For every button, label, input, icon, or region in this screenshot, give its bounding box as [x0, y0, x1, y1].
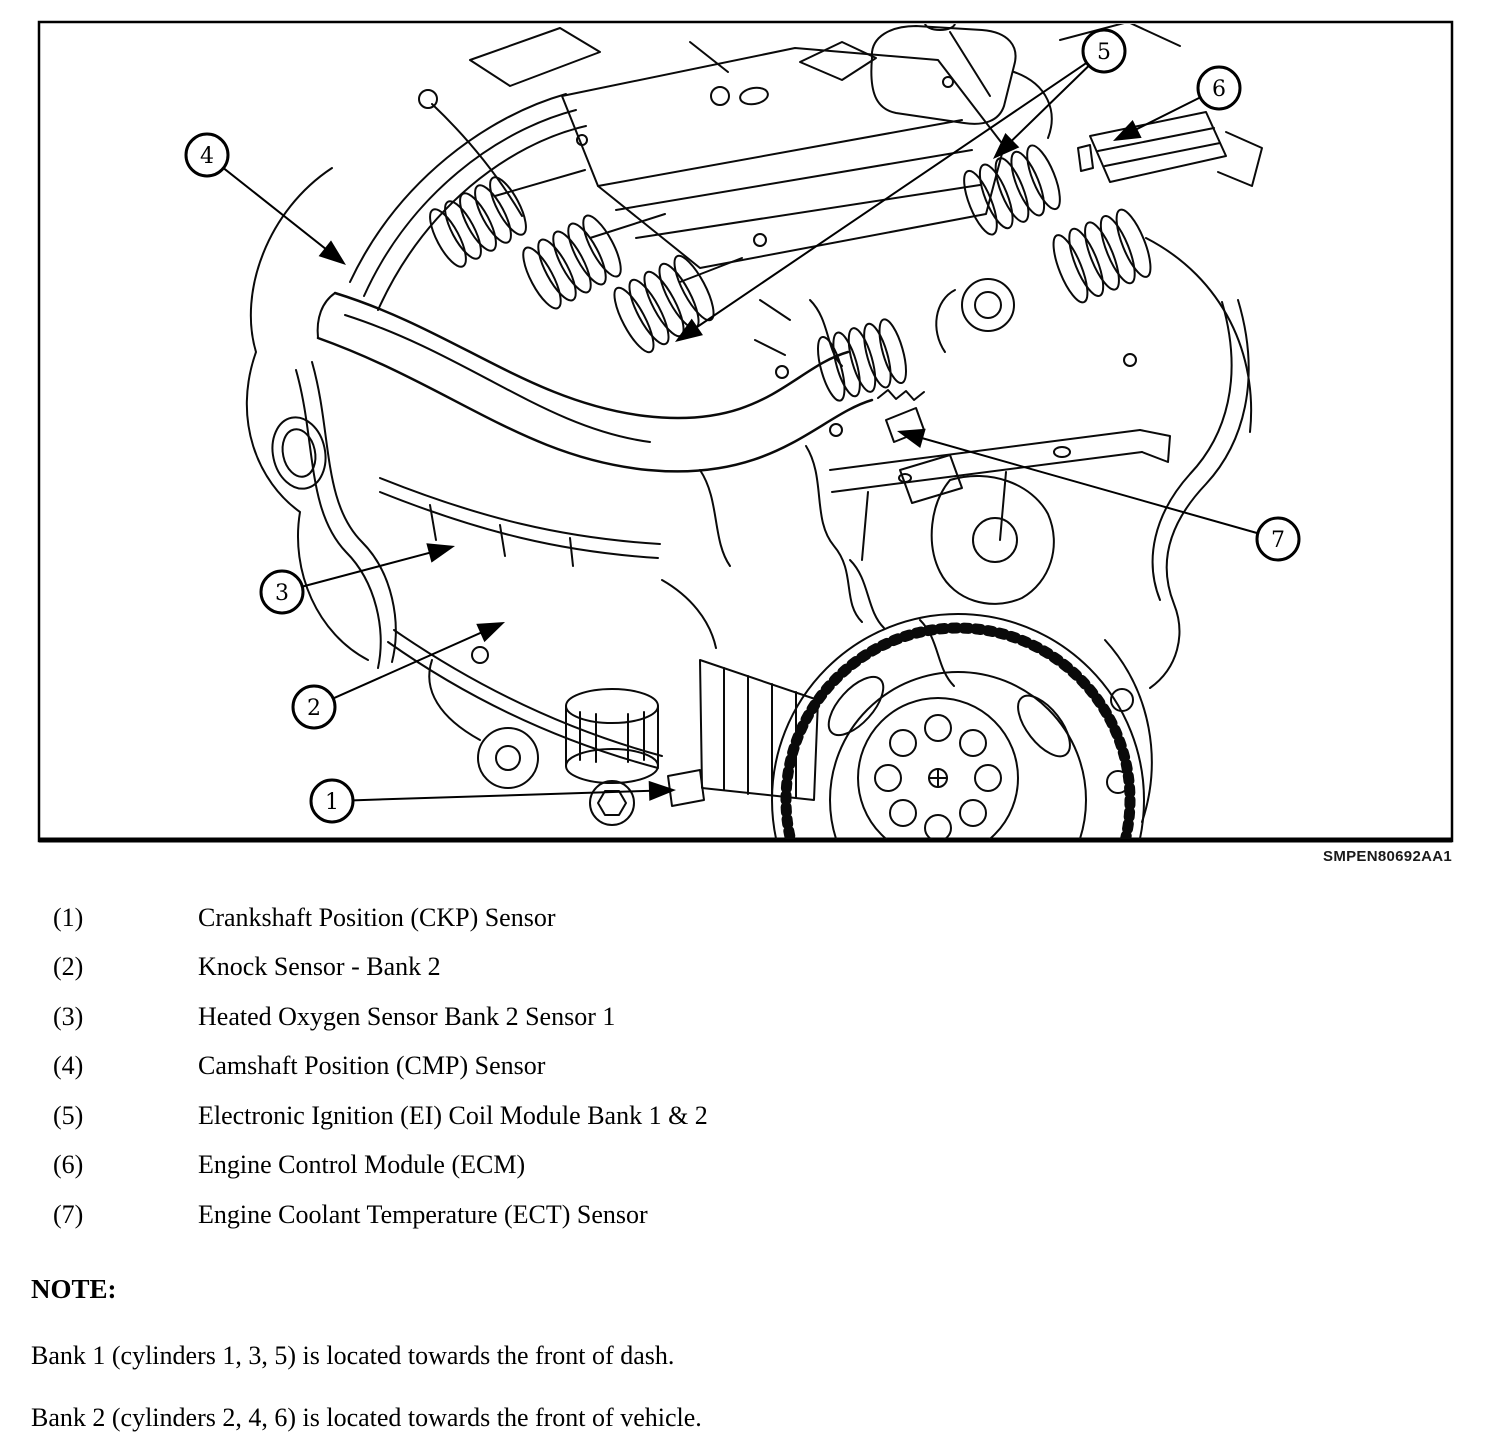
note-line: Bank 2 (cylinders 2, 4, 6) is located towards the front of vehicle.	[31, 1403, 702, 1432]
figure-code-caption: SMPEN80692AA1	[1323, 848, 1452, 865]
svg-text:6: 6	[1212, 77, 1226, 102]
legend-item-number: (3)	[53, 1001, 84, 1031]
legend-item-label: Engine Coolant Temperature (ECT) Sensor	[198, 1199, 648, 1229]
legend-item	[0, 893, 1504, 943]
legend-item-label: Knock Sensor - Bank 2	[198, 952, 441, 982]
legend-item-number: (7)	[53, 1199, 84, 1229]
legend-item-number: (5)	[53, 1100, 84, 1130]
note-heading: NOTE:	[31, 1274, 117, 1304]
figure-border	[39, 22, 1452, 841]
legend-item	[0, 1091, 1504, 1141]
component-legend	[0, 893, 1504, 1240]
engine-line-art	[247, 16, 1262, 880]
svg-text:4: 4	[200, 144, 214, 169]
legend-item-number: (1)	[53, 902, 84, 932]
legend-item-number: (4)	[53, 1051, 84, 1081]
legend-item-number: (6)	[53, 1150, 84, 1180]
svg-text:5: 5	[1097, 40, 1111, 65]
legend-item	[0, 1141, 1504, 1191]
callout-2	[293, 613, 509, 728]
svg-text:2: 2	[307, 696, 321, 721]
legend-item-label: Engine Control Module (ECM)	[198, 1150, 526, 1180]
callout-6	[1109, 67, 1240, 150]
svg-text:1: 1	[325, 790, 339, 815]
callout-4	[186, 134, 352, 273]
svg-text:3: 3	[275, 581, 289, 606]
legend-item	[0, 1042, 1504, 1092]
legend-item	[0, 992, 1504, 1042]
legend-item	[0, 943, 1504, 993]
legend-item-label: Crankshaft Position (CKP) Sensor	[198, 902, 556, 932]
legend-item	[0, 1190, 1504, 1240]
legend-item-label: Heated Oxygen Sensor Bank 2 Sensor 1	[198, 1001, 616, 1031]
callout-1	[311, 780, 676, 822]
callout-3	[261, 536, 458, 613]
note-line: Bank 1 (cylinders 1, 3, 5) is located towards the front of dash.	[31, 1341, 675, 1370]
legend-item-label: Camshaft Position (CMP) Sensor	[198, 1051, 546, 1081]
svg-text:7: 7	[1271, 528, 1285, 553]
legend-item-number: (2)	[53, 952, 84, 982]
legend-item-label: Electronic Ignition (EI) Coil Module Bank 1 & 2	[198, 1100, 708, 1130]
